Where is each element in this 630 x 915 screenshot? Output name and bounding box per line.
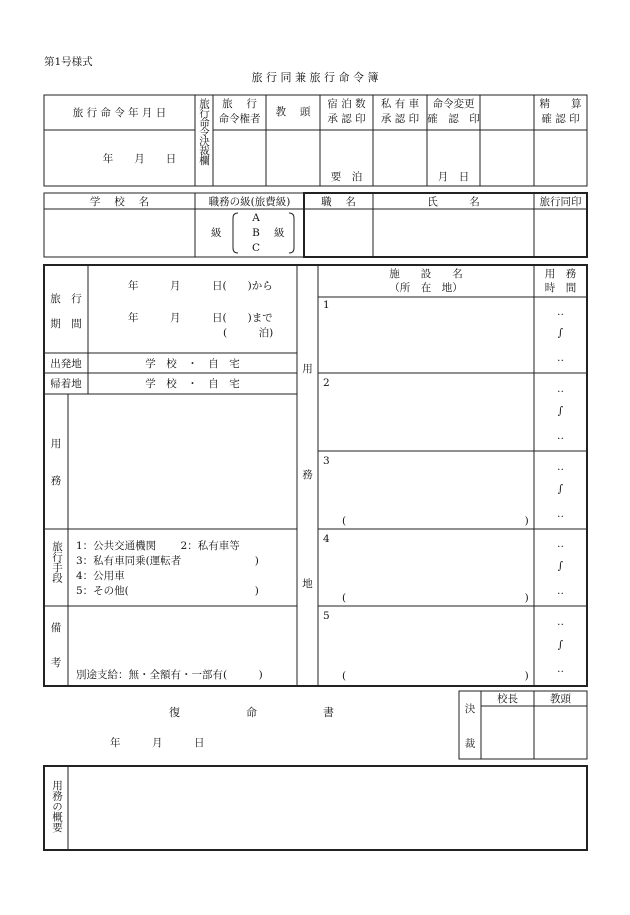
- facility-header-1: 施 設 名: [389, 268, 463, 280]
- companion-stamp-input[interactable]: [534, 210, 587, 257]
- car-header-1: 私 有 車: [380, 98, 420, 110]
- summary-input[interactable]: [69, 767, 587, 850]
- time-mark-mid: ∫: [557, 483, 564, 495]
- stay-header-1: 宿 泊 数: [327, 98, 366, 110]
- destination-address-paren[interactable]: ( ): [342, 592, 529, 604]
- time-mark-mid: ∫: [557, 639, 564, 651]
- stay-value: 要 泊: [330, 171, 363, 183]
- destination-side-label-1: 用: [302, 363, 313, 375]
- destination-row-1-input[interactable]: [319, 298, 534, 373]
- vice-principal-header: 教 頭: [275, 106, 311, 118]
- facility-header-2: （所 在 地）: [389, 282, 463, 294]
- means-option-4[interactable]: 5：その他( ): [76, 585, 259, 597]
- school-name-header: 学 校 名: [89, 196, 150, 208]
- travel-from[interactable]: 年 月 日( )から: [128, 280, 273, 292]
- means-option-3[interactable]: 4：公用車: [76, 570, 125, 582]
- authority-stamp-cell[interactable]: [213, 131, 266, 186]
- time-mark-top: ‥: [556, 383, 564, 395]
- destination-side-label-2: 務: [302, 469, 313, 481]
- time-mark-top: ‥: [556, 306, 564, 318]
- report-title: 復 命 書: [169, 706, 334, 719]
- settle-header-2: 確 認 印: [541, 113, 580, 125]
- change-stamp-cell[interactable]: [427, 131, 480, 169]
- form-number: 第1号様式: [44, 56, 93, 68]
- settle-header-1: 精 算: [539, 98, 582, 110]
- car-header-2: 承 認 印: [380, 113, 420, 125]
- time-mark-mid: ∫: [557, 560, 564, 572]
- report-date[interactable]: 年 月 日: [110, 737, 205, 749]
- destination-address-paren[interactable]: ( ): [342, 670, 529, 682]
- travel-period-label-2: 期 間: [50, 318, 82, 330]
- position-header: 職 名: [321, 196, 356, 208]
- grade-suffix: 級: [274, 227, 285, 239]
- name-header: 氏 名: [427, 196, 480, 208]
- time-mark-bottom: ‥: [556, 585, 564, 597]
- grade-option-c[interactable]: C: [251, 242, 261, 254]
- decision-label-1: 決: [464, 703, 476, 715]
- destination-row-2-input[interactable]: [319, 374, 534, 451]
- blank-column-cell[interactable]: [480, 95, 534, 186]
- vice-principal-stamp-cell[interactable]: [266, 131, 320, 186]
- destination-side-label-3: 地: [302, 578, 313, 590]
- name-input[interactable]: [373, 210, 534, 257]
- departure-label: 出発地: [50, 358, 82, 370]
- means-option-2[interactable]: 3：私有車同乗(運転者 ): [76, 555, 259, 567]
- decision-label-2: 裁: [464, 738, 476, 750]
- change-header-2: 確 認 印: [427, 113, 480, 125]
- destination-address-paren[interactable]: ( ): [342, 515, 529, 527]
- time-header-2: 時 間: [544, 282, 577, 294]
- business-label-2: 務: [50, 475, 62, 487]
- grade-option-a[interactable]: A: [252, 212, 260, 224]
- principal-header: 校長: [497, 693, 518, 705]
- car-stamp-cell[interactable]: [373, 131, 427, 186]
- time-mark-top: ‥: [556, 616, 564, 628]
- time-mark-bottom: ‥: [556, 508, 564, 520]
- vice-principal-report-stamp-cell[interactable]: [535, 707, 587, 759]
- stay-stamp-cell[interactable]: [320, 131, 373, 169]
- time-mark-bottom: ‥: [556, 663, 564, 675]
- time-mark-top: ‥: [556, 538, 564, 550]
- authority-header-2: 命令権者: [218, 113, 261, 125]
- order-date-header: 旅 行 命 令 年 月 日: [72, 107, 167, 119]
- time-mark-bottom: ‥: [556, 352, 564, 364]
- return-value[interactable]: 学 校 ・ 自 宅: [145, 378, 240, 390]
- time-mark-bottom: ‥: [556, 430, 564, 442]
- time-mark-mid: ∫: [557, 405, 564, 417]
- vice-principal-report-header: 教頭: [550, 693, 571, 705]
- destination-row-number: 1: [323, 299, 330, 311]
- means-label: 旅行手段: [51, 541, 63, 583]
- position-input[interactable]: [304, 210, 373, 257]
- time-mark-mid: ∫: [557, 327, 564, 339]
- destination-row-number: 5: [323, 610, 330, 622]
- remarks-label-1: 備: [50, 622, 62, 634]
- destination-row-number: 2: [323, 377, 330, 389]
- change-header-1: 命令変更: [432, 98, 475, 110]
- destination-row-number: 4: [323, 533, 330, 545]
- time-mark-top: ‥: [556, 461, 564, 473]
- destination-row-number: 3: [323, 455, 330, 467]
- departure-value[interactable]: 学 校 ・ 自 宅: [145, 358, 240, 370]
- return-label: 帰着地: [50, 378, 82, 390]
- travel-to[interactable]: 年 月 日( )まで: [128, 312, 273, 324]
- settle-stamp-cell[interactable]: [534, 131, 587, 186]
- school-name-input[interactable]: [44, 210, 195, 257]
- business-label-1: 用: [50, 438, 62, 450]
- travel-period-label-1: 旅 行: [50, 293, 82, 305]
- change-value: 月 日: [437, 171, 470, 183]
- remarks-value[interactable]: 別途支給：無・全額有・一部有( ): [76, 669, 263, 681]
- decision-column-label: 旅行命令決裁欄: [198, 98, 210, 165]
- authority-header-1: 旅 行: [222, 98, 257, 110]
- grade-header: 職務の級(旅費級): [208, 196, 291, 208]
- stay-header-2: 承 認 印: [327, 113, 366, 125]
- means-option-1[interactable]: 1：公共交通機関 2：私有車等: [76, 540, 240, 552]
- travel-nights[interactable]: ( 泊): [223, 327, 274, 339]
- time-header-1: 用 務: [544, 268, 577, 280]
- business-input[interactable]: [69, 395, 297, 529]
- companion-header: 旅行同印: [539, 196, 582, 208]
- grade-prefix: 級: [211, 227, 222, 239]
- principal-stamp-cell[interactable]: [482, 707, 534, 759]
- summary-label: 用務の概要: [51, 780, 63, 833]
- order-date-value: 年 月 日: [102, 153, 177, 165]
- form-title: 旅 行 同 兼 旅 行 命 令 簿: [251, 71, 379, 84]
- grade-option-b[interactable]: B: [252, 227, 260, 239]
- remarks-label-2: 考: [50, 657, 62, 669]
